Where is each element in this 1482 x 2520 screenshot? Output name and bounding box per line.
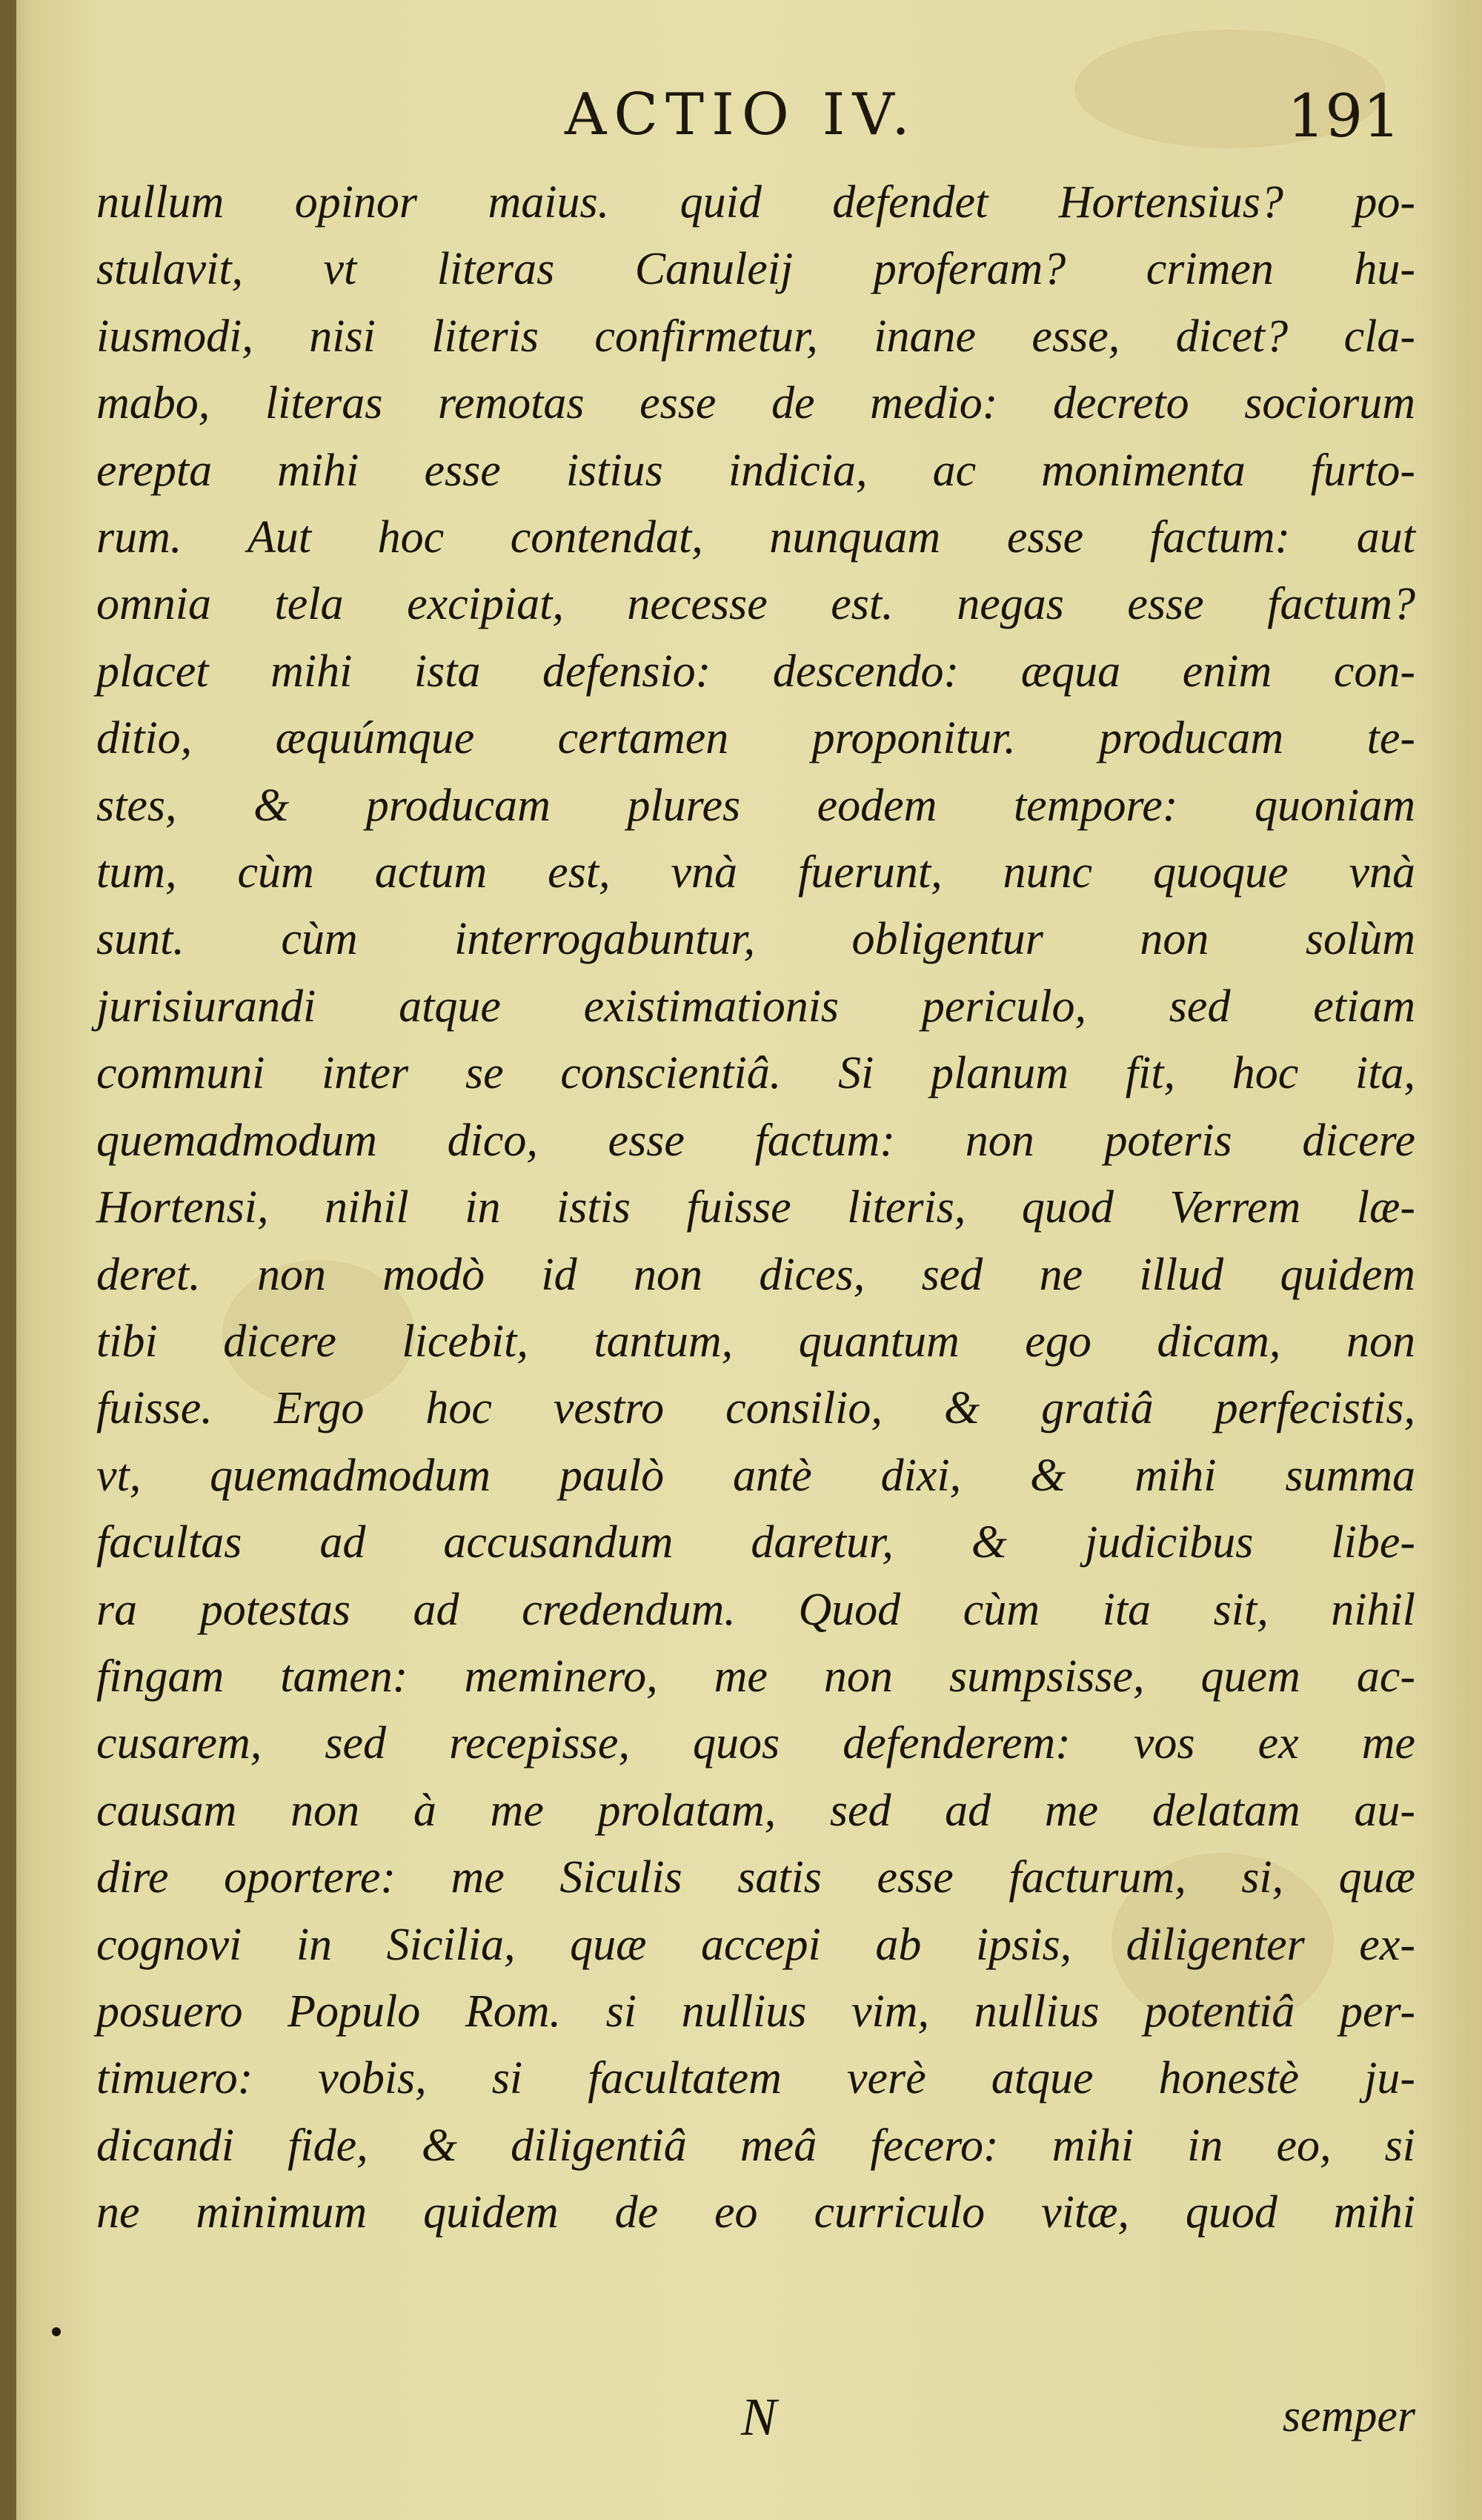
text-line: cusarem, sed recepisse, quos defenderem: vos ex me: [96, 1718, 1415, 1769]
text-line: fuisse. Ergo hoc vestro consilio, & gratiâ perfecistis,: [96, 1383, 1415, 1434]
text-line: sunt. cùm interrogabuntur, obligentur non solùm: [96, 914, 1415, 965]
text-line: mabo, literas remotas esse de medio: decreto sociorum: [96, 378, 1415, 429]
text-line: tum, cùm actum est, vnà fuerunt, nunc quoque vnà: [96, 847, 1415, 898]
text-line: dire oportere: me Siculis satis esse facturum, si, quæ: [96, 1852, 1415, 1903]
text-line: quemadmodum dico, esse factum: non poteris dicere: [96, 1115, 1415, 1166]
text-line: tibi dicere licebit, tantum, quantum ego dicam, non: [96, 1316, 1415, 1367]
page-number: 191: [1287, 82, 1400, 150]
text-line: facultas ad accusandum daretur, & judicibus libe-: [96, 1517, 1415, 1568]
text-line: causam non à me prolatam, sed ad me delatam au-: [96, 1785, 1415, 1836]
body-text: [96, 169, 1415, 2247]
book-spine-edge: [0, 0, 16, 2520]
text-line: rum. Aut hoc contendat, nunquam esse factum: aut: [96, 512, 1415, 563]
text-line: ditio, æquúmque certamen proponitur. producam te-: [96, 713, 1415, 764]
margin-mark: [52, 2327, 61, 2336]
text-line: vt, quemadmodum paulò antè dixi, & mihi summa: [96, 1450, 1415, 1501]
text-line: stes, & producam plures eodem tempore: quoniam: [96, 780, 1415, 831]
catchword: semper: [1282, 2391, 1415, 2441]
text-line: jurisiurandi atque existimationis periculo, sed etiam: [96, 981, 1415, 1032]
text-line: placet mihi ista defensio: descendo: æqua enim con-: [96, 646, 1415, 697]
text-line: omnia tela excipiat, necesse est. negas esse factum?: [96, 579, 1415, 630]
text-line: stulavit, vt literas Canuleij proferam? crimen hu-: [96, 244, 1415, 295]
text-line: posuero Populo Rom. si nullius vim, nullius potentiâ per-: [96, 1986, 1415, 2037]
text-line: timuero: vobis, si facultatem verè atque honestè ju-: [96, 2053, 1415, 2104]
text-line: ne minimum quidem de eo curriculo vitæ, quod mihi: [96, 2187, 1415, 2238]
text-line: Hortensi, nihil in istis fuisse literis, quod Verrem læ-: [96, 1182, 1415, 1233]
text-line: cognovi in Sicilia, quæ accepi ab ipsis, diligenter ex-: [96, 1919, 1415, 1970]
text-line: deret. non modò id non dices, sed ne illud quidem: [96, 1249, 1415, 1300]
text-line: nullum opinor maius. quid defendet Hortensius? po-: [96, 177, 1415, 228]
text-line: dicandi fide, & diligentiâ meâ fecero: mihi in eo, si: [96, 2120, 1415, 2171]
text-line: erepta mihi esse istius indicia, ac monimenta furto-: [96, 445, 1415, 496]
running-header-title: ACTIO IV.: [565, 82, 917, 148]
text-line: iusmodi, nisi literis confirmetur, inane esse, dicet? cla-: [96, 311, 1415, 362]
signature-mark: N: [741, 2387, 777, 2447]
text-line: ra potestas ad credendum. Quod cùm ita sit, nihil: [96, 1584, 1415, 1635]
text-line: communi inter se conscientiâ. Si planum fit, hoc ita,: [96, 1048, 1415, 1099]
text-line: fingam tamen: meminero, me non sumpsisse, quem ac-: [96, 1651, 1415, 1702]
